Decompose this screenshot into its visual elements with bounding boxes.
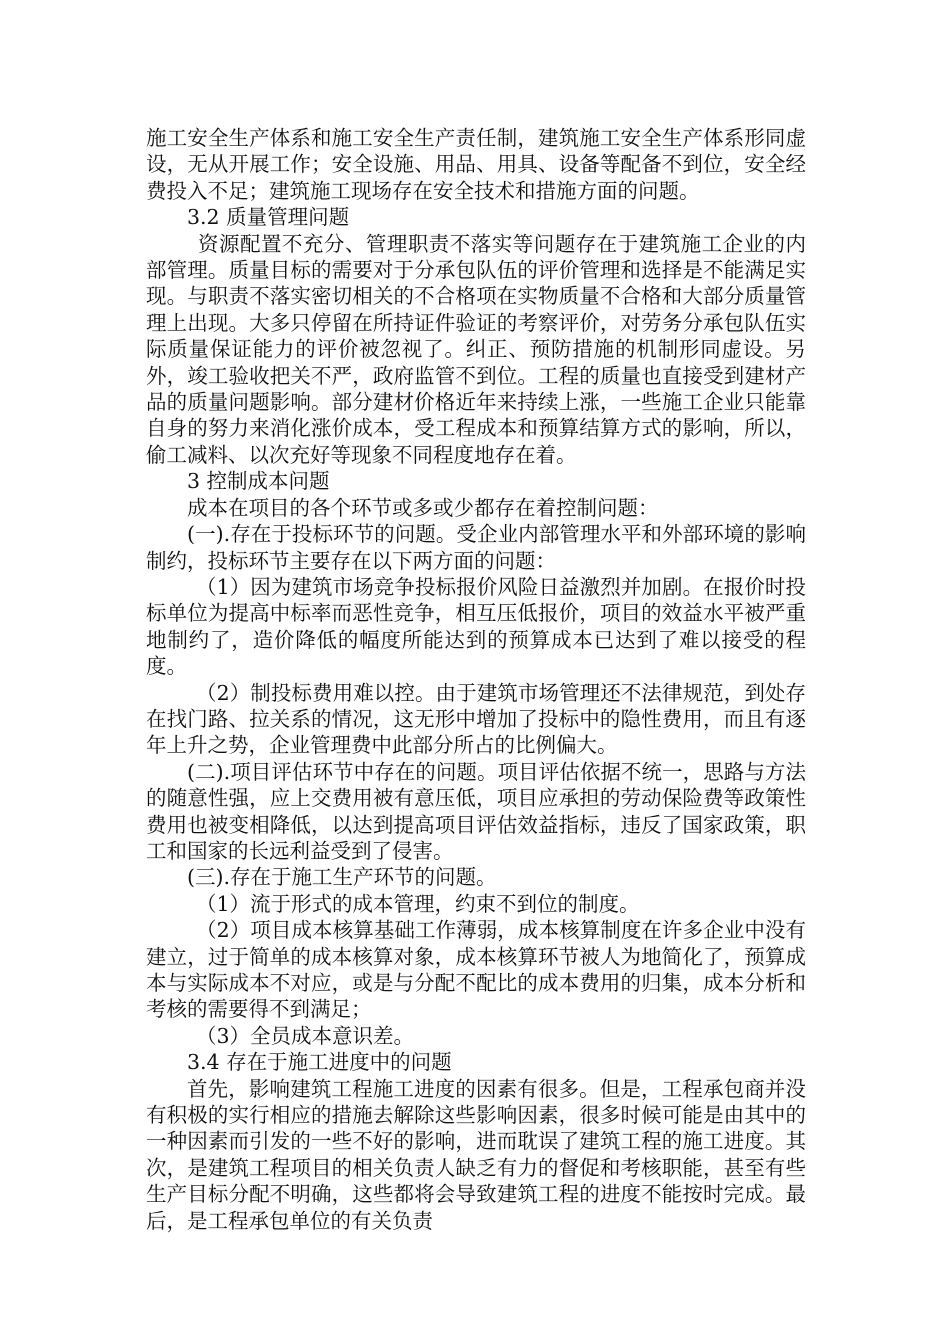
paragraph-evaluation: (二).项目评估环节中存在的问题。项目评估依据不统一，思路与方法的随意性强，应上交费用被有意压低，项目应承担的劳动保险费等政策性费用也被变相降低，以达到提高项目评估效益指标，违反了国家政策，职工和国家的长远利益受到了侵害。 — [146, 759, 806, 863]
paragraph-quality: 资源配置不充分、管理职责不落实等问题存在于建筑施工企业的内部管理。质量目标的需要对于分承包队伍的评价管理和选择是不能满足实现。与职责不落实密切相关的不合格项在实物质量不合格和大部分质量管理上出现。大多只停留在所持证件验证的考察评价，对劳务分承包队伍实际质量保证能力的评价被忽视了。纠正、预防措施的机制形同虚设。另外，竣工验收把关不严，政府监管不到位。工程的质量也直接受到建材产品的质量问题影响。部分建材价格近年来持续上涨，一些施工企业只能靠自身的努力来消化涨价成本，受工程成本和预算结算方式的影响，所以，偷工减料、以次充好等现象不同程度地存在着。 — [146, 231, 806, 467]
section-heading-3-2: 3.2 质量管理问题 — [187, 205, 350, 230]
document-body — [146, 125, 806, 1234]
paragraph-safety-continued: 施工安全生产体系和施工安全生产责任制，建筑施工安全生产体系形同虚设，无从开展工作；安全设施、用品、用具、设备等配备不到位，安全经费投入不足；建筑施工现场存在安全技术和措施方面的问题。 — [146, 126, 806, 203]
paragraph-bidding-item-2: （2）制投标费用难以控。由于建筑市场管理还不法律规范，到处存在找门路、拉关系的情况，这无形中增加了投标中的隐性费用，而且有逐年上升之势，企业管理费中此部分所占的比例偏大。 — [146, 680, 806, 758]
section-heading-3-cost: 3 控制成本问题 — [187, 469, 330, 494]
paragraph-schedule: 首先，影响建筑工程施工进度的因素有很多。但是，工程承包商并没有积极的实行相应的措施去解除这些影响因素，很多时候可能是由其中的一种因素而引发的一些不好的影响，进而耽误了建筑工程的施工进度。其次，是建筑工程项目的相关负责人缺乏有力的督促和考核职能，甚至有些生产目标分配不明确，这些都将会导致建筑工程的进度不能按时完成。最后，是工程承包单位的有关负责 — [146, 1076, 806, 1233]
paragraph-cost-intro: 成本在项目的各个环节或多或少都存在着控制问题： — [187, 495, 659, 520]
paragraph-construction-stage: (三).存在于施工生产环节的问题。 — [187, 865, 497, 890]
paragraph-bidding-item-1: （1）因为建筑市场竞争投标报价风险日益激烈并加剧。在报价时投标单位为提高中标率而恶性竞争，相互压低报价，项目的效益水平被严重地制约了，造价降低的幅度所能达到的预算成本已达到了难以接受的程度。 — [146, 574, 806, 679]
section-heading-3-4: 3.4 存在于施工进度中的问题 — [187, 1050, 452, 1075]
paragraph-construction-item-1: （1）流于形式的成本管理，约束不到位的制度。 — [196, 891, 640, 916]
paragraph-construction-item-3: （3）全员成本意识差。 — [196, 1023, 415, 1048]
paragraph-construction-item-2: （2）项目成本核算基础工作薄弱，成本核算制度在许多企业中没有建立，过于简单的成本核算对象，成本核算环节被人为地简化了，预算成本与实际成本不对应，或是与分配不配比的成本费用的归集，成本分析和考核的需要得不到满足； — [146, 918, 806, 1022]
paragraph-bidding: (一).存在于投标环节的问题。受企业内部管理水平和外部环境的影响制约，投标环节主要存在以下两方面的问题： — [146, 522, 806, 573]
